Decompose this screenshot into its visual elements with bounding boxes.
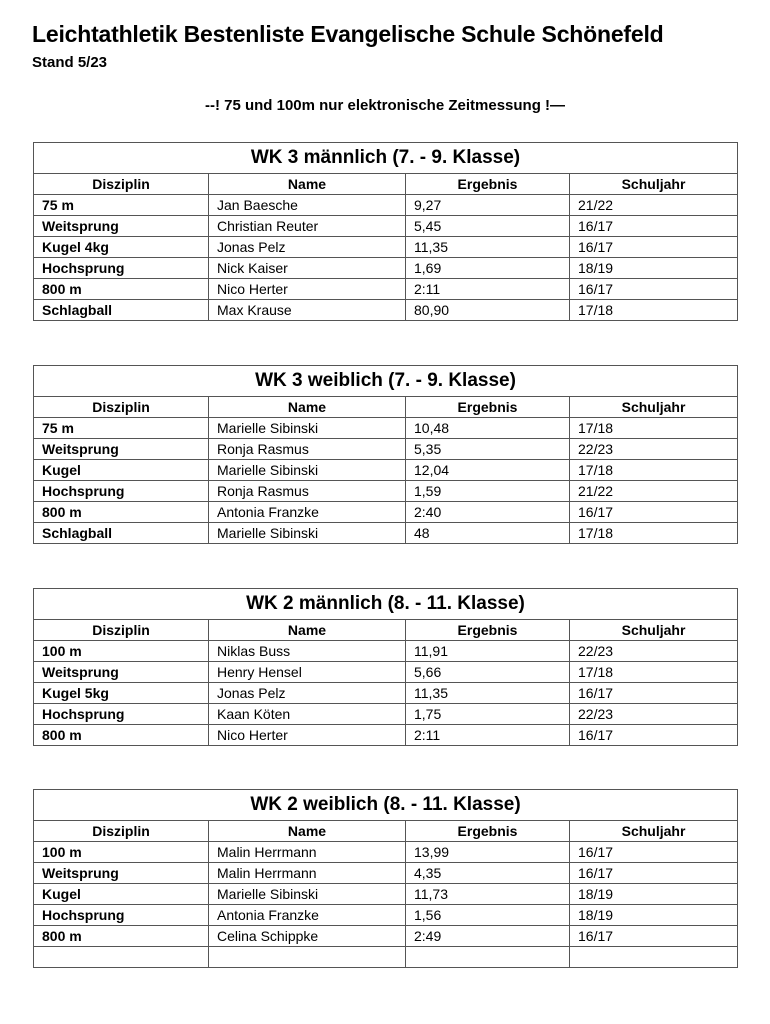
cell-name: Kaan Köten <box>209 704 406 725</box>
table-row <box>34 439 738 460</box>
cell-ergebnis: 1,56 <box>406 905 570 926</box>
cell-name: Antonia Franzke <box>209 502 406 523</box>
column-header-schuljahr: Schuljahr <box>570 397 738 418</box>
table-row <box>34 460 738 481</box>
cell-disziplin: Weitsprung <box>34 216 209 237</box>
column-header-name: Name <box>209 174 406 195</box>
table-row <box>34 195 738 216</box>
cell-name: Christian Reuter <box>209 216 406 237</box>
table-row <box>34 481 738 502</box>
cell-name: Nick Kaiser <box>209 258 406 279</box>
cell-ergebnis: 2:11 <box>406 725 570 746</box>
column-header-disziplin: Disziplin <box>34 620 209 641</box>
table-row <box>34 502 738 523</box>
table-row <box>34 842 738 863</box>
table-row <box>34 683 738 704</box>
column-header-ergebnis: Ergebnis <box>406 397 570 418</box>
column-header-name: Name <box>209 397 406 418</box>
cell-disziplin: 75 m <box>34 418 209 439</box>
cell-name: Marielle Sibinski <box>209 418 406 439</box>
table-row <box>34 279 738 300</box>
cell-schuljahr: 21/22 <box>570 481 738 502</box>
cell-ergebnis: 2:49 <box>406 926 570 947</box>
column-header-schuljahr: Schuljahr <box>570 821 738 842</box>
cell-disziplin: 800 m <box>34 926 209 947</box>
cell-name: Antonia Franzke <box>209 905 406 926</box>
table-wk2-male <box>33 588 738 746</box>
table-row <box>34 662 738 683</box>
cell-name: Jonas Pelz <box>209 683 406 704</box>
cell-schuljahr: 16/17 <box>570 683 738 704</box>
timing-note: --! 75 und 100m nur elektronische Zeitmessung !— <box>204 97 566 114</box>
table-caption: WK 3 weiblich (7. - 9. Klasse) <box>34 366 738 397</box>
column-header-ergebnis: Ergebnis <box>406 174 570 195</box>
cell-ergebnis: 5,45 <box>406 216 570 237</box>
cell-schuljahr: 17/18 <box>570 418 738 439</box>
column-header-schuljahr: Schuljahr <box>570 620 738 641</box>
cell-ergebnis: 1,69 <box>406 258 570 279</box>
document-subtitle: Stand 5/23 <box>32 54 108 71</box>
cell-name: Jonas Pelz <box>209 237 406 258</box>
cell-name: Marielle Sibinski <box>209 460 406 481</box>
cell-name: Jan Baesche <box>209 195 406 216</box>
cell-disziplin: Weitsprung <box>34 439 209 460</box>
cell-disziplin: 100 m <box>34 842 209 863</box>
column-header-disziplin: Disziplin <box>34 821 209 842</box>
cell-schuljahr: 16/17 <box>570 725 738 746</box>
cell-schuljahr: 16/17 <box>570 502 738 523</box>
cell-name: Nico Herter <box>209 725 406 746</box>
cell-ergebnis <box>406 947 570 968</box>
cell-schuljahr: 22/23 <box>570 704 738 725</box>
cell-disziplin: Kugel 4kg <box>34 237 209 258</box>
cell-schuljahr: 16/17 <box>570 279 738 300</box>
cell-ergebnis: 5,66 <box>406 662 570 683</box>
cell-disziplin: Hochsprung <box>34 258 209 279</box>
cell-ergebnis: 13,99 <box>406 842 570 863</box>
cell-disziplin <box>34 947 209 968</box>
column-header-ergebnis: Ergebnis <box>406 821 570 842</box>
column-header-schuljahr: Schuljahr <box>570 174 738 195</box>
cell-ergebnis: 11,35 <box>406 683 570 704</box>
table-row <box>34 905 738 926</box>
table-row <box>34 216 738 237</box>
cell-ergebnis: 11,91 <box>406 641 570 662</box>
column-header-name: Name <box>209 620 406 641</box>
column-header-disziplin: Disziplin <box>34 174 209 195</box>
cell-name: Ronja Rasmus <box>209 439 406 460</box>
column-header-ergebnis: Ergebnis <box>406 620 570 641</box>
cell-disziplin: Weitsprung <box>34 662 209 683</box>
cell-ergebnis: 2:40 <box>406 502 570 523</box>
cell-name <box>209 947 406 968</box>
cell-name: Malin Herrmann <box>209 842 406 863</box>
table-row <box>34 926 738 947</box>
cell-ergebnis: 5,35 <box>406 439 570 460</box>
cell-disziplin: Hochsprung <box>34 481 209 502</box>
table-caption: WK 2 weiblich (8. - 11. Klasse) <box>34 790 738 821</box>
table-row <box>34 641 738 662</box>
table-row <box>34 523 738 544</box>
cell-schuljahr: 17/18 <box>570 460 738 481</box>
cell-disziplin: Kugel 5kg <box>34 683 209 704</box>
cell-name: Marielle Sibinski <box>209 884 406 905</box>
cell-disziplin: Schlagball <box>34 300 209 321</box>
table-row <box>34 725 738 746</box>
cell-disziplin: 75 m <box>34 195 209 216</box>
cell-schuljahr: 16/17 <box>570 216 738 237</box>
table-row <box>34 258 738 279</box>
cell-schuljahr: 17/18 <box>570 523 738 544</box>
cell-name: Max Krause <box>209 300 406 321</box>
cell-schuljahr: 16/17 <box>570 237 738 258</box>
table-row <box>34 237 738 258</box>
cell-schuljahr: 16/17 <box>570 863 738 884</box>
cell-disziplin: 100 m <box>34 641 209 662</box>
cell-schuljahr: 16/17 <box>570 842 738 863</box>
cell-name: Henry Hensel <box>209 662 406 683</box>
cell-disziplin: 800 m <box>34 279 209 300</box>
cell-schuljahr: 18/19 <box>570 258 738 279</box>
cell-disziplin: Kugel <box>34 460 209 481</box>
table-wk3-female <box>33 365 738 544</box>
table-row <box>34 300 738 321</box>
cell-schuljahr <box>570 947 738 968</box>
cell-name: Malin Herrmann <box>209 863 406 884</box>
table-wk2-female <box>33 789 738 968</box>
cell-disziplin: Hochsprung <box>34 905 209 926</box>
table-row <box>34 418 738 439</box>
table-row <box>34 884 738 905</box>
cell-ergebnis: 9,27 <box>406 195 570 216</box>
column-header-disziplin: Disziplin <box>34 397 209 418</box>
table-caption: WK 2 männlich (8. - 11. Klasse) <box>34 589 738 620</box>
cell-disziplin: Kugel <box>34 884 209 905</box>
cell-schuljahr: 22/23 <box>570 641 738 662</box>
cell-ergebnis: 1,75 <box>406 704 570 725</box>
cell-ergebnis: 11,73 <box>406 884 570 905</box>
cell-schuljahr: 21/22 <box>570 195 738 216</box>
table-caption: WK 3 männlich (7. - 9. Klasse) <box>34 143 738 174</box>
cell-ergebnis: 4,35 <box>406 863 570 884</box>
cell-disziplin: Hochsprung <box>34 704 209 725</box>
table-row <box>34 704 738 725</box>
table-row <box>34 863 738 884</box>
cell-name: Marielle Sibinski <box>209 523 406 544</box>
cell-disziplin: Weitsprung <box>34 863 209 884</box>
cell-ergebnis: 11,35 <box>406 237 570 258</box>
cell-schuljahr: 18/19 <box>570 905 738 926</box>
cell-ergebnis: 1,59 <box>406 481 570 502</box>
cell-disziplin: Schlagball <box>34 523 209 544</box>
cell-ergebnis: 80,90 <box>406 300 570 321</box>
cell-schuljahr: 16/17 <box>570 926 738 947</box>
cell-ergebnis: 10,48 <box>406 418 570 439</box>
document-title: Leichtathletik Bestenliste Evangelische Schule Schönefeld <box>32 21 664 47</box>
cell-name: Niklas Buss <box>209 641 406 662</box>
cell-ergebnis: 12,04 <box>406 460 570 481</box>
table-wk3-male <box>33 142 738 321</box>
table-row <box>34 947 738 968</box>
cell-name: Nico Herter <box>209 279 406 300</box>
cell-ergebnis: 2:11 <box>406 279 570 300</box>
cell-schuljahr: 18/19 <box>570 884 738 905</box>
cell-schuljahr: 22/23 <box>570 439 738 460</box>
cell-disziplin: 800 m <box>34 725 209 746</box>
cell-schuljahr: 17/18 <box>570 300 738 321</box>
cell-name: Ronja Rasmus <box>209 481 406 502</box>
cell-disziplin: 800 m <box>34 502 209 523</box>
cell-ergebnis: 48 <box>406 523 570 544</box>
cell-schuljahr: 17/18 <box>570 662 738 683</box>
column-header-name: Name <box>209 821 406 842</box>
cell-name: Celina Schippke <box>209 926 406 947</box>
